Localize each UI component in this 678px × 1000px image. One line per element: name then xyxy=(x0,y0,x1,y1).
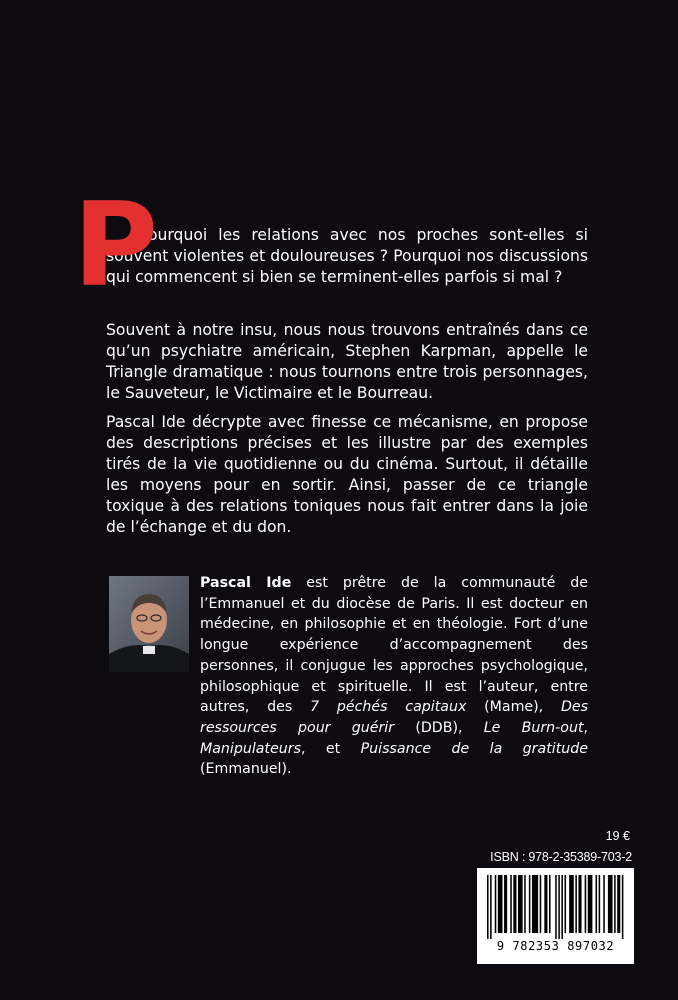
author-portrait-image xyxy=(109,576,189,672)
barcode-bar xyxy=(532,875,538,933)
isbn-label: ISBN : 978-2-35389-703-2 xyxy=(490,850,632,864)
drop-cap: P xyxy=(73,178,159,313)
barcode-bar xyxy=(614,875,616,933)
book-title: Puissance de la gratitude xyxy=(360,740,589,757)
book-title: Manipulateurs xyxy=(200,740,302,757)
barcode-bar xyxy=(504,875,507,933)
barcode-bar xyxy=(596,875,598,933)
book-title: 7 péchés capitaux xyxy=(310,699,467,716)
barcode-bar xyxy=(490,875,492,939)
barcode-bar xyxy=(603,875,605,933)
barcode-bar xyxy=(495,875,497,933)
barcode-bar xyxy=(588,875,593,933)
barcode-bar xyxy=(569,875,574,933)
barcode-bar xyxy=(575,875,577,933)
barcode-bar xyxy=(544,875,547,933)
barcode-bar xyxy=(617,875,620,933)
book-title: Des ressources pour guérir xyxy=(200,699,589,736)
barcode-bar xyxy=(540,875,542,933)
barcode-bar xyxy=(565,875,567,933)
price-label: 19 € xyxy=(605,829,630,843)
barcode-bar xyxy=(549,875,551,933)
barcode-bar xyxy=(513,875,516,933)
barcode-bar xyxy=(487,875,489,939)
barcode-bar xyxy=(524,875,526,933)
barcode-bar xyxy=(510,875,512,933)
barcode-bar xyxy=(529,875,531,933)
barcode-bar xyxy=(561,875,563,939)
barcode-digits: 9 782353 897032 xyxy=(496,939,615,953)
bio-text: (DDB), xyxy=(394,719,484,736)
barcode xyxy=(477,868,634,964)
author-name: Pascal Ide xyxy=(200,575,292,591)
paragraph-decrypt-text: Pascal Ide décrypte avec finesse ce mécanisme, en propose des descriptions précises et les illustre par des exemples tirés de la vie quotidienne ou du cinéma. Surtout, il détaille les moyens pour en sortir. Ainsi, passer de ce triangle toxique à des relations toniques nous fait entrer dans la joie de l’échange et du don. xyxy=(106,413,588,536)
barcode-bar xyxy=(608,875,613,933)
bio-text: (Emmanuel). xyxy=(200,761,292,778)
bio-text: , et xyxy=(301,740,361,757)
bio-text: (Mame), xyxy=(466,699,561,716)
barcode-bar xyxy=(622,875,624,939)
intro-text: ourquoi les relations avec nos proches sont-elles si souvent violentes et douloureuses ? Pourquoi nos discussions qui commencent si bien se terminent-elles parfois si mal ? xyxy=(106,226,588,286)
paragraph-karpman xyxy=(106,320,588,404)
barcode-bar xyxy=(599,875,601,933)
barcode-bar xyxy=(585,875,587,933)
barcode-bars xyxy=(487,875,624,939)
bio-text: est prêtre de la communauté de l’Emmanuel et du diocèse de Paris. Il est docteur en médecine, en philosophie et en théologie. Fort d’une longue expérience d’accompagnement des personnes, il conjugue les approches psychologique, philosophique et spirituelle. Il est l’auteur, entre autres, des xyxy=(200,575,588,716)
book-title: Le Burn-out xyxy=(483,719,584,736)
barcode-bar xyxy=(555,875,557,939)
barcode-bar xyxy=(558,875,560,939)
author-bio xyxy=(200,573,588,780)
intro-paragraph xyxy=(73,178,588,313)
paragraph-karpman-text: Souvent à notre insu, nous nous trouvons entraînés dans ce qu’un psychiatre américain, Stephen Karpman, appelle le Triangle dramatique : nous tournons entre trois personnages, le Sauveteur, le Victimaire et le Bourreau. xyxy=(106,321,588,402)
author-photo xyxy=(109,576,189,672)
barcode-bar xyxy=(518,875,523,933)
barcode-bar xyxy=(498,875,503,933)
barcode-bar xyxy=(578,875,581,933)
bio-text: , xyxy=(583,719,589,736)
paragraph-decrypt xyxy=(106,412,588,538)
